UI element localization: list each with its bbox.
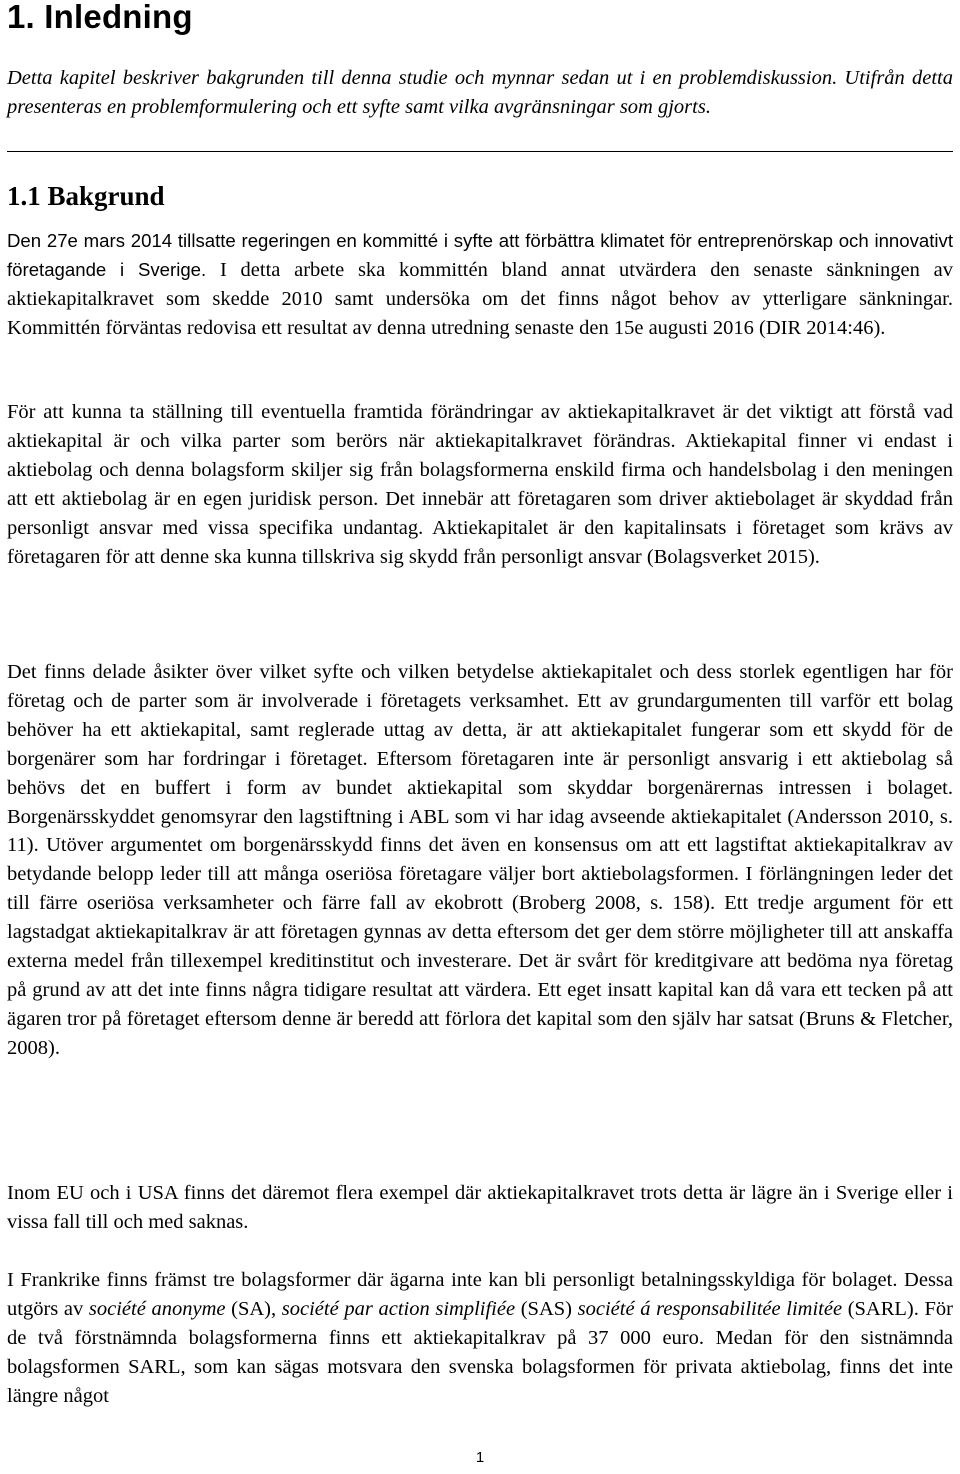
term-sarl: société á responsabilitée limitée bbox=[577, 1297, 843, 1320]
paragraph-2-block bbox=[7, 398, 953, 571]
paragraph-2: För att kunna ta ställning till eventuella framtida förändringar av aktiekapitalkravet är det viktigt att förstå vad aktiekapital är och vilka parter som berörs när aktiekapitalkravet förändras. Aktiekapital finner vi endast i aktiebolag och denna bolagsform skiljer sig från bolagsformerna enskild firma och handelsbolag i den meningen att ett aktiebolag är en egen juridisk person. Det innebär att företagaren som driver aktiebolaget är skyddad från personligt ansvar med vissa specifika undantag. Aktiekapitalet är den kapitalinsats i företaget som krävs av företagaren för att denne ska kunna tillskriva sig skydd från personligt ansvar (Bolagsverket 2015). bbox=[7, 401, 953, 568]
paragraph-5-block bbox=[7, 1266, 953, 1411]
paragraph-3-block bbox=[7, 658, 953, 1063]
abbr-sa: (SA), bbox=[225, 1297, 282, 1320]
paragraph-1-block bbox=[7, 227, 953, 343]
horizontal-rule bbox=[7, 151, 953, 152]
paragraph-1-sans-part: Den 27e mars 2014 tillsatte regeringen en kommitté i syfte att förbättra klimatet för entreprenörskap och innovativt företagande i Sverige. bbox=[7, 230, 953, 280]
paragraph-1-part-b: I detta arbete ska kommittén bland annat utvärdera den senaste sänkningen av aktiekapitalkravet som skedde 2010 samt undersöka om det finns något behov av ytterligare sänkningar. bbox=[7, 258, 953, 310]
chapter-title: 1. Inledning bbox=[7, 0, 193, 35]
paragraph-1-part-c: Kommittén förväntas redovisa ett resultat av denna utredning senaste den 15e augusti 2016 (DIR 2014:46). bbox=[7, 316, 886, 339]
paragraph-4-block bbox=[7, 1179, 953, 1237]
paragraph-4: Inom EU och i USA finns det däremot flera exempel där aktiekapitalkravet trots detta är lägre än i Sverige eller i vissa fall till och med saknas. bbox=[7, 1182, 953, 1233]
paragraph-5-part-b: (SARL). För de två förstnämnda bolagsformerna finns ett aktiekapitalkrav på 37 000 euro. Medan för den sistnämnda bolagsformen SARL, som kan sägas motsvara den svenska bolagsformen för privata aktiebolag, finns det inte längre något bbox=[7, 1297, 954, 1407]
chapter-intro: Detta kapitel beskriver bakgrunden till denna studie och mynnar sedan ut i en problemdiskussion. Utifrån detta presenteras en problemformulering och ett syfte samt vilka avgränsningar som gjorts. bbox=[7, 67, 953, 118]
term-sa: société anonyme bbox=[88, 1297, 226, 1320]
abbr-sas: (SAS) bbox=[515, 1297, 578, 1320]
paragraph-5-part-a: I Frankrike finns främst tre bolagsformer där ägarna inte kan bli personligt betalningsskyldiga för bolaget. Dessa utgörs av bbox=[7, 1269, 953, 1320]
page-number: 1 bbox=[475, 1449, 485, 1466]
paragraph-5 bbox=[7, 1266, 953, 1411]
paragraph-1 bbox=[7, 227, 953, 343]
section-title: 1.1 Bakgrund bbox=[7, 181, 165, 211]
paragraph-3: Det finns delade åsikter över vilket syfte och vilken betydelse aktiekapitalet och dess storlek egentligen har för företag och de parter som är involverade i företagets verksamhet. Ett av grundargumenten till varför ett bolag behöver ha ett aktiekapital, samt reglerade uttag av detta, är att aktiekapitalet fungerar som ett skydd för de borgenärer som har fordringar i företaget. Eftersom företagaren inte är personligt ansvarig i ett aktiebolag så behövs det en buffert i form av bundet aktiekapital som skyddar borgenärernas intressen i bolaget. Borgenärsskyddet genomsyrar den lagstiftning i ABL som vi har idag avseende aktiekapitalet (Andersson 2010, s. 11). Utöver argumentet om borgenärsskydd finns det även en konsensus om att ett lagstiftat aktiekapitalkrav av betydande belopp leder till att många oseriösa företagare väljer bort aktiebolagsformen. I förlängningen leder det till färre oseriösa verksamheter och färre fall av ekobrott (Broberg 2008, s. 158). Ett tredje argument för ett lagstadgat aktiekapitalkrav är att företagen gynnas av detta eftersom det ger dem större möjligheter till att anskaffa externa medel från tillexempel kreditinstitut och investerare. Det är svårt för kreditgivare att bedöma nya företag på grund av att det inte finns några tidigare resultat att värdera. Ett eget insatt kapital kan då vara ett tecken på att ägaren tror på företaget eftersom denne är beredd att förlora det kapital som den själv har satsat (Bruns & Fletcher, 2008). bbox=[7, 661, 953, 1059]
term-sas: société par action simplifiée bbox=[281, 1297, 516, 1320]
